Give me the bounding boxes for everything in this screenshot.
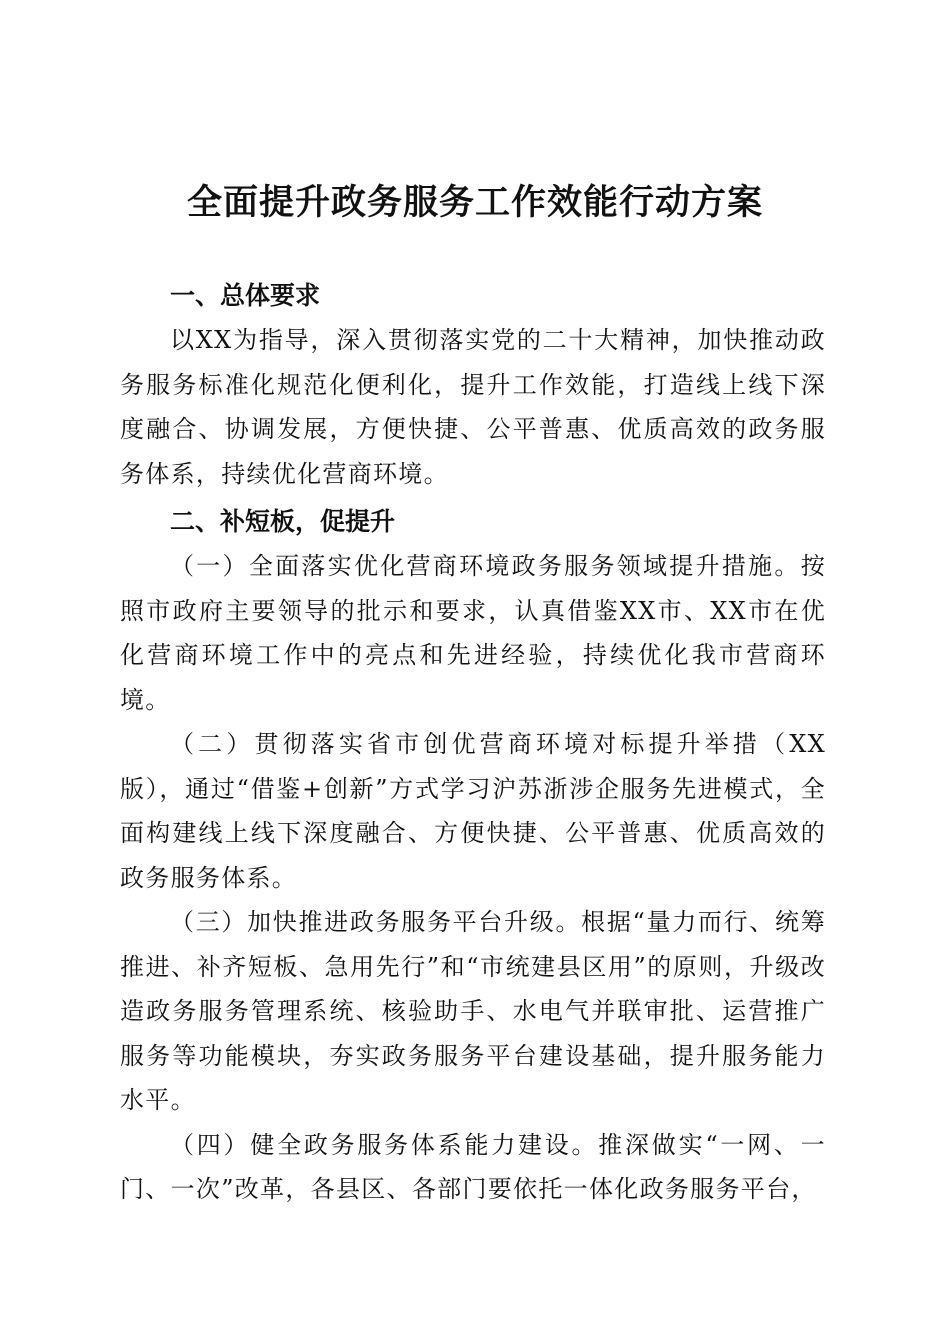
paragraph-overall-requirements: 以XX为指导，深入贯彻落实党的二十大精神，加快推动政务服务标准化规范化便利化，提升工作效能，打造线上线下深度融合、协调发展，方便快捷、公平普惠、优质高效的政务服务体系，持续优化营商环境。 [120,326,826,488]
paragraph-measure-2: （二）贯彻落实省市创优营商环境对标提升举措（XX版），通过“借鉴+创新”方式学习沪苏浙涉企服务先进模式，全面构建线上线下深度融合、方便快捷、公平普惠、优质高效的政务服务体系。 [120,730,826,892]
section-heading-overall-requirements: 一、总体要求 [170,281,321,310]
document-body [120,274,826,1212]
document-title: 全面提升政务服务工作效能行动方案 [186,183,763,223]
paragraph-measure-3: （三）加快推进政务服务平台升级。根据“量力而行、统筹推进、补齐短板、急用先行”和“市统建县区用”的原则，升级改造政务服务管理系统、核验助手、水电气并联审批、运营推广服务等功能模块，夯实政务服务平台建设基础，提升服务能力水平。 [120,908,826,1114]
paragraph-measure-4: （四）健全政务服务体系能力建设。推深做实“一网、一门、一次”改革，各县区、各部门要依托一体化政务服务平台， [120,1130,826,1203]
section-heading-fill-gaps: 二、补短板，促提升 [170,507,396,536]
paragraph-measure-1: （一）全面落实优化营商环境政务服务领域提升措施。按照市政府主要领导的批示和要求，认真借鉴XX市、XX市在优化营商环境工作中的亮点和先进经验，持续优化我市营商环境。 [120,552,826,714]
